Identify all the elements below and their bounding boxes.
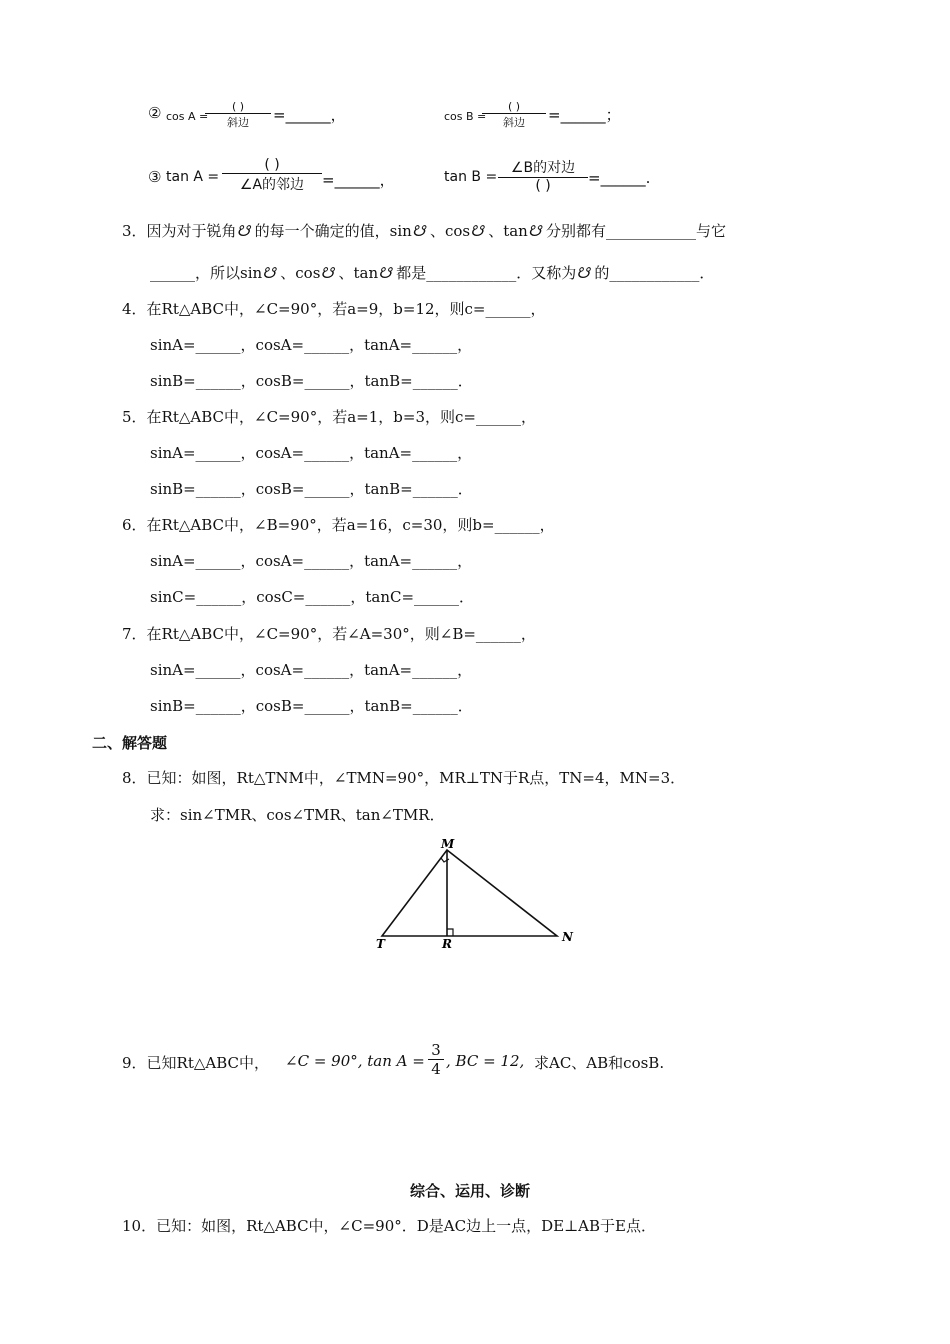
question-7-line: 7．在Rt△ABC中，∠C=90°，若∠A=30°，则∠B=______， <box>122 625 536 643</box>
question-7-sub-line: sinA=______，cosA=______，tanA=______， <box>150 661 473 679</box>
vertex-label-t: T <box>376 937 385 951</box>
question-5-sub-line: sinA=______，cosA=______，tanA=______， <box>150 444 473 462</box>
formula-3-tanA-lhs: tan A = <box>166 169 220 185</box>
question-9-condition: ∠C = 90°, tan A = <box>285 1052 425 1070</box>
alpha-glyph: ☋ <box>320 264 334 282</box>
section-heading: 综合、运用、诊断 <box>410 1182 531 1200</box>
formula-3-tanB-rhs: =______. <box>588 169 651 187</box>
alpha-glyph: ☋ <box>378 264 392 282</box>
triangle-outline <box>382 850 557 936</box>
question-7-sub-line: sinB=______，cosB=______，tanB=______． <box>150 697 473 715</box>
question-3-line-2 <box>150 262 714 283</box>
vertex-label-r: R <box>442 937 452 951</box>
q3-text-j: 的____________． <box>594 264 715 282</box>
fraction-numerator: 3 <box>431 1041 441 1059</box>
formula-2-cosA-rhs: =______， <box>273 106 346 124</box>
fraction-denominator: 斜边 <box>227 116 249 129</box>
question-8-line-1: 8．已知：如图，Rt△TNM中，∠TMN=90°，MR⊥TN于R点，TN=4，MN=3． <box>122 769 686 787</box>
fraction-denominator: 4 <box>431 1060 441 1078</box>
q3-text-d: 、tan <box>488 222 528 240</box>
question-9-prefix: 9．已知Rt△ABC中， <box>122 1054 270 1072</box>
question-4-sub-line: sinB=______，cosB=______，tanB=______． <box>150 372 473 390</box>
alpha-glyph: ☋ <box>527 222 542 240</box>
q3-text-c: 、cos <box>429 222 471 240</box>
formula-3-tanA-fraction <box>222 157 322 194</box>
question-4-sub-line: sinA=______，cosA=______，tanA=______， <box>150 336 473 354</box>
formula-3-marker: ③ <box>148 168 162 186</box>
q3-text-h: 、tan <box>338 264 379 282</box>
question-9-suffix: 求AC、AB和cosB. <box>534 1054 665 1072</box>
formula-2-cosA-lhs: cos A = <box>166 110 209 123</box>
question-8-line-2: 求：sin∠TMR、cos∠TMR、tan∠TMR． <box>150 806 445 824</box>
formula-2-cosB-fraction <box>482 100 546 130</box>
formula-2-marker: ② <box>148 104 162 122</box>
fraction-numerator: ∠B的对边 <box>510 160 576 176</box>
q3-text-a: 3．因为对于锐角 <box>122 222 237 240</box>
alpha-glyph: ☋ <box>576 264 590 282</box>
alpha-glyph: ☋ <box>262 264 276 282</box>
formula-3-tanB-fraction <box>498 157 588 194</box>
question-5-sub-line: sinB=______，cosB=______，tanB=______． <box>150 480 473 498</box>
q3-text-i: 都是____________．又称为 <box>396 264 577 282</box>
formula-3-tanA-rhs: =______， <box>322 171 395 189</box>
q3-text-g: 、cos <box>280 264 321 282</box>
triangle-tmn-figure <box>360 832 590 956</box>
question-10-line: 10．已知：如图，Rt△ABC中，∠C=90°．D是AC边上一点，DE⊥AB于E点． <box>122 1217 656 1235</box>
question-9-condition-2: , BC = 12, <box>446 1052 525 1070</box>
fraction-denominator: ∠A的邻边 <box>239 177 305 193</box>
fraction-numerator: ( ) <box>231 100 245 113</box>
fraction-denominator: ( ) <box>535 178 551 194</box>
question-9-fraction <box>428 1041 444 1078</box>
right-angle-mark-r <box>447 929 453 936</box>
section-heading: 二、解答题 <box>92 734 168 752</box>
vertex-label-m: M <box>441 837 455 851</box>
fraction-numerator: ( ) <box>507 100 521 113</box>
q3-text-b: 的每一个确定的值，sin <box>254 222 412 240</box>
q3-text-f: ______，所以sin <box>150 264 263 282</box>
formula-2-cosB-lhs: cos B = <box>444 110 487 123</box>
vertex-label-n: N <box>562 930 573 944</box>
alpha-glyph: ☋ <box>411 222 426 240</box>
formula-2-cosB-rhs: =______； <box>548 106 621 124</box>
alpha-glyph: ☋ <box>470 222 484 240</box>
question-6-line: 6．在Rt△ABC中，∠B=90°，若a=16，c=30，则b=______， <box>122 516 555 534</box>
fraction-denominator: 斜边 <box>503 116 525 129</box>
question-4-line: 4．在Rt△ABC中，∠C=90°，若a=9，b=12，则c=______， <box>122 300 546 318</box>
question-3-line-1 <box>122 220 726 241</box>
alpha-glyph: ☋ <box>236 222 250 240</box>
question-6-sub-line: sinA=______，cosA=______，tanA=______， <box>150 552 473 570</box>
q3-text-e: 分别都有____________与它 <box>545 222 726 240</box>
formula-3-tanB-lhs: tan B = <box>444 169 498 185</box>
question-6-sub-line: sinC=______，cosC=______，tanC=______． <box>150 588 475 606</box>
formula-2-cosA-fraction <box>205 100 271 130</box>
question-5-line: 5．在Rt△ABC中，∠C=90°，若a=1，b=3，则c=______， <box>122 408 536 426</box>
fraction-numerator: ( ) <box>264 157 280 173</box>
